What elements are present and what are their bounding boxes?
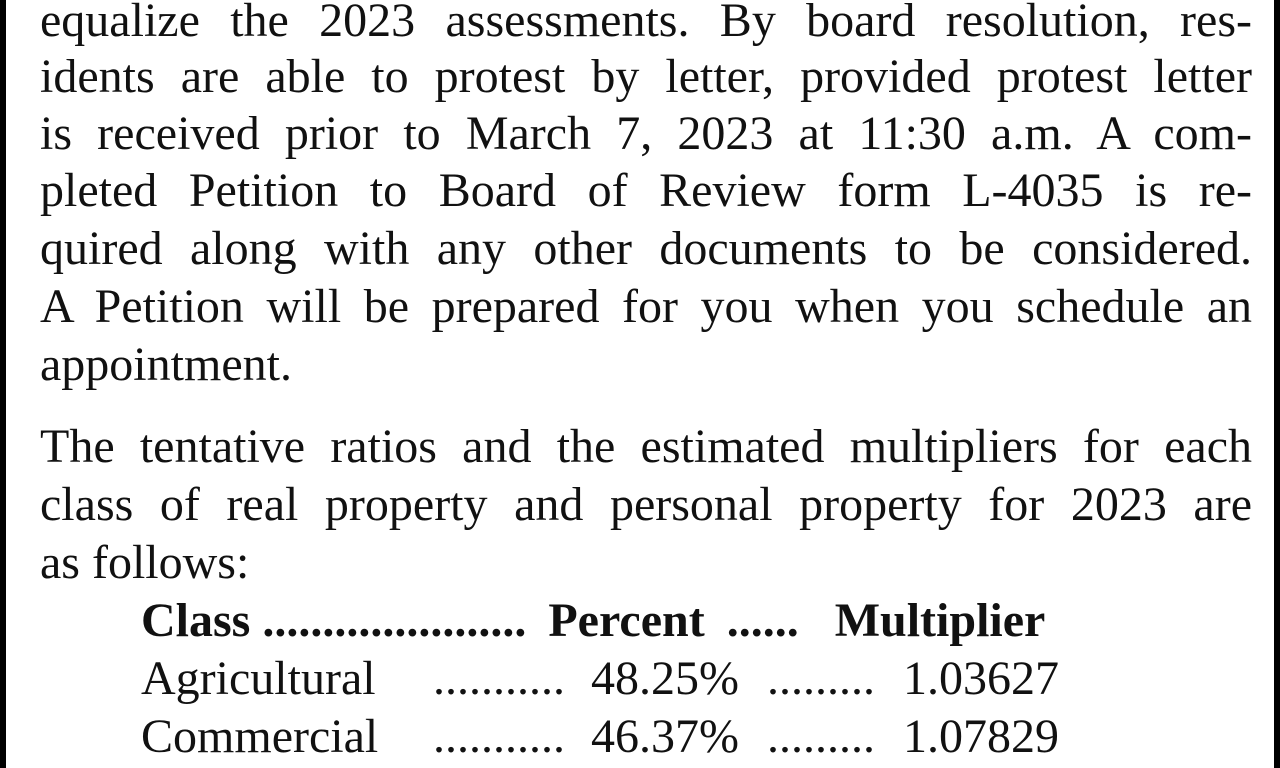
header-percent: Percent — [548, 594, 705, 647]
row-leader-dots: ......... — [766, 652, 875, 705]
paragraph-line: appointment. — [40, 338, 292, 391]
row-percent: 48.25% — [591, 652, 739, 705]
row-percent: 46.37% — [591, 710, 739, 763]
row-multiplier: 1.07829 — [902, 710, 1059, 763]
paragraph-line: equalize the 2023 assessments. By board resolution, res- — [40, 0, 1252, 47]
table-row — [141, 708, 1059, 766]
header-leader-dots: ...... — [726, 594, 799, 647]
paragraph-line: class of real property and personal property for 2023 are — [40, 478, 1252, 531]
header-class: Class — [141, 594, 251, 647]
paragraph-line: pleted Petition to Board of Review form L-4035 is re- — [40, 164, 1252, 217]
paragraph-line: quired along with any other documents to be considered. — [40, 222, 1252, 275]
paragraph-line: idents are able to protest by letter, provided protest letter — [40, 50, 1252, 103]
paragraph-line: is received prior to March 7, 2023 at 11:30 a.m. A com- — [40, 107, 1252, 160]
table-row — [141, 650, 1059, 708]
paragraph-line: as follows: — [40, 536, 250, 589]
row-class: Commercial — [141, 710, 379, 763]
paragraph-line: The tentative ratios and the estimated multipliers for each — [40, 420, 1252, 473]
paragraph-line: A Petition will be prepared for you when you schedule an — [40, 280, 1252, 333]
table-header-row — [141, 592, 1045, 650]
row-leader-dots: ........... — [433, 652, 565, 705]
header-leader-dots: ...................... — [262, 594, 527, 647]
row-class: Agricultural — [141, 652, 376, 705]
row-leader-dots: ........... — [433, 710, 565, 763]
row-multiplier: 1.03627 — [902, 652, 1059, 705]
header-multiplier: Multiplier — [834, 594, 1046, 647]
row-leader-dots: ......... — [766, 710, 875, 763]
